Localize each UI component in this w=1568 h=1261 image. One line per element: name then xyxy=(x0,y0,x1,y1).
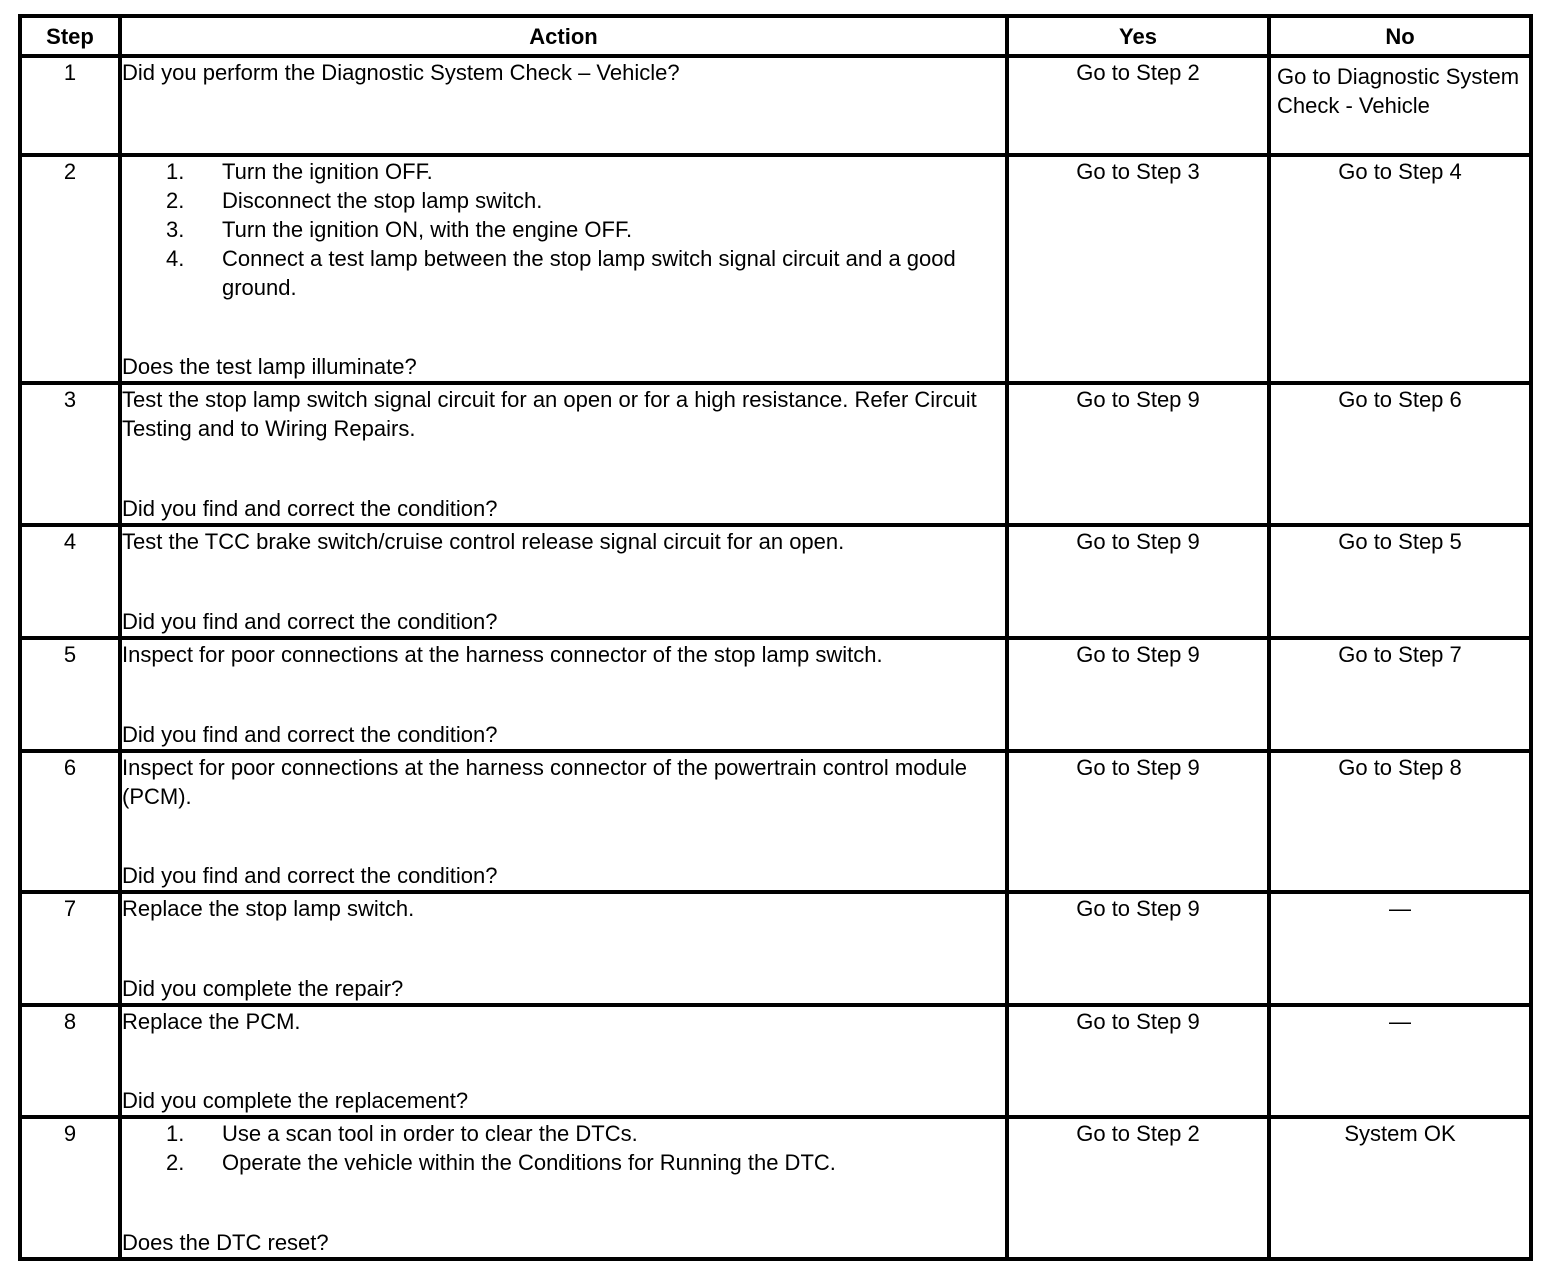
substep-item: 2. Operate the vehicle within the Conditions for Running the DTC. xyxy=(166,1150,836,1175)
no-cell: Go to Step 6 xyxy=(1269,383,1531,525)
action-text: Test the TCC brake switch/cruise control release signal circuit for an open. xyxy=(122,529,845,554)
action-question: Did you find and correct the condition? xyxy=(122,722,498,747)
header-row xyxy=(20,16,1531,56)
no-cell: Go to Step 5 xyxy=(1269,525,1531,638)
step-number: 1 xyxy=(20,56,120,155)
action-cell xyxy=(120,751,1007,892)
substep-list xyxy=(122,1119,1005,1177)
action-question: Did you complete the repair? xyxy=(122,976,404,1001)
table-row xyxy=(20,1005,1531,1117)
yes-cell: Go to Step 9 xyxy=(1007,751,1269,892)
yes-cell: Go to Step 9 xyxy=(1007,525,1269,638)
action-question: Does the test lamp illuminate? xyxy=(122,354,417,379)
action-cell xyxy=(120,1117,1007,1259)
no-cell: — xyxy=(1269,1005,1531,1117)
table-row xyxy=(20,1117,1531,1259)
substep-item: 4. Connect a test lamp between the stop lamp switch signal circuit and a good ground. xyxy=(166,246,956,300)
substep-item: 1. Use a scan tool in order to clear the DTCs. xyxy=(166,1121,638,1146)
yes-cell: Go to Step 9 xyxy=(1007,1005,1269,1117)
table-row xyxy=(20,892,1531,1005)
substep-list xyxy=(122,157,1005,302)
table-row xyxy=(20,751,1531,892)
no-cell: Go to Step 7 xyxy=(1269,638,1531,751)
substep-item: 1. Turn the ignition OFF. xyxy=(166,159,433,184)
step-number: 9 xyxy=(20,1117,120,1259)
action-text: Did you perform the Diagnostic System Check – Vehicle? xyxy=(122,60,680,85)
yes-cell: Go to Step 9 xyxy=(1007,638,1269,751)
yes-cell: Go to Step 3 xyxy=(1007,155,1269,383)
step-number: 8 xyxy=(20,1005,120,1117)
diagnostic-table xyxy=(18,14,1533,1261)
action-text: Inspect for poor connections at the harness connector of the powertrain control module (PCM). xyxy=(122,755,968,809)
no-cell: System OK xyxy=(1269,1117,1531,1259)
yes-cell: Go to Step 9 xyxy=(1007,892,1269,1005)
action-cell xyxy=(120,525,1007,638)
step-number: 3 xyxy=(20,383,120,525)
yes-cell: Go to Step 9 xyxy=(1007,383,1269,525)
action-cell xyxy=(120,1005,1007,1117)
table-row xyxy=(20,638,1531,751)
action-question: Did you find and correct the condition? xyxy=(122,863,498,888)
table-row xyxy=(20,525,1531,638)
action-question: Did you find and correct the condition? xyxy=(122,609,498,634)
header-step: Step xyxy=(20,16,120,56)
no-cell: Go to Step 4 xyxy=(1269,155,1531,383)
no-cell: Go to Step 8 xyxy=(1269,751,1531,892)
yes-cell: Go to Step 2 xyxy=(1007,56,1269,155)
substep-item: 2. Disconnect the stop lamp switch. xyxy=(166,188,543,213)
action-cell xyxy=(120,638,1007,751)
action-text: Test the stop lamp switch signal circuit for an open or for a high resistance. Refer Circuit Testing and to Wiring Repairs. xyxy=(122,387,977,441)
header-yes: Yes xyxy=(1007,16,1269,56)
table-row xyxy=(20,56,1531,155)
substep-item: 3. Turn the ignition ON, with the engine OFF. xyxy=(166,217,633,242)
header-action: Action xyxy=(120,16,1007,56)
step-number: 6 xyxy=(20,751,120,892)
step-number: 5 xyxy=(20,638,120,751)
action-cell xyxy=(120,56,1007,155)
step-number: 2 xyxy=(20,155,120,383)
no-cell: — xyxy=(1269,892,1531,1005)
table-row xyxy=(20,155,1531,383)
action-cell xyxy=(120,155,1007,383)
action-question: Did you find and correct the condition? xyxy=(122,496,498,521)
action-text: Replace the PCM. xyxy=(122,1009,301,1034)
action-text: Inspect for poor connections at the harness connector of the stop lamp switch. xyxy=(122,642,883,667)
action-question: Did you complete the replacement? xyxy=(122,1088,469,1113)
no-cell: Go to Diagnostic System Check - Vehicle xyxy=(1269,56,1531,155)
step-number: 7 xyxy=(20,892,120,1005)
header-no: No xyxy=(1269,16,1531,56)
table-row xyxy=(20,383,1531,525)
action-cell xyxy=(120,892,1007,1005)
action-text: Replace the stop lamp switch. xyxy=(122,896,415,921)
action-cell xyxy=(120,383,1007,525)
step-number: 4 xyxy=(20,525,120,638)
action-question: Does the DTC reset? xyxy=(122,1230,329,1255)
yes-cell: Go to Step 2 xyxy=(1007,1117,1269,1259)
